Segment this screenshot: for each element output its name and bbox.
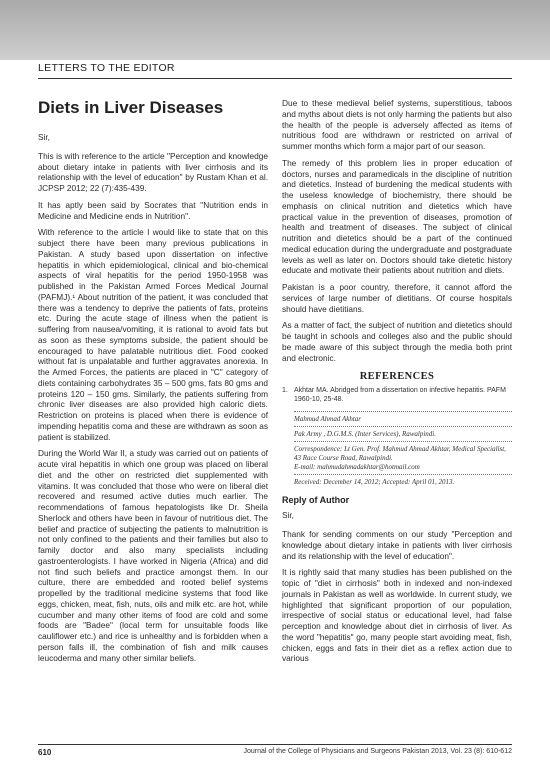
author-block — [294, 411, 512, 487]
header-band — [0, 0, 550, 60]
letter-paragraph: It has aptly been said by Socrates that "Nutrition ends in Medicine and Medicine ends in Nutrition". — [38, 199, 268, 221]
reply-salutation: Sir, — [282, 510, 294, 521]
letter-paragraph: This is with reference to the article "Perception and knowledge about dietary intake in patients with liver cirrhosis and its relationship with the level of education" by Rustam Khan et al. JCPSP 2012; 22 (7):435-439. — [38, 150, 268, 193]
letter-paragraph: The remedy of this problem lies in proper education of doctors, nurses and paramedicals in the discipline of nutrition and dietetics. Instead of burdening the medical students with the useless knowledge of biochemistry, there should be emphasis on clinical nutrition and dietetics which have practical value in the prevention of diseases, promotion of health and treatment of diseases. The subject of clinical nutrition and dietetics should be a part of the continued medical education during the undergraduate and postgraduate levels as well as later on. Doctors should take dietetic history educate and motivate their patients about nutrition and diets. — [282, 157, 512, 276]
letter-paragraph: Due to these medieval belief systems, superstitious, taboos and myths about diets is not only harming the patients but also the health of the people is adversely affected as items of nutritious food are withdrawn or restricted on arrival of summer months which form a major part of our season. — [282, 98, 512, 151]
dotted-divider — [294, 441, 512, 442]
letter-salutation: Sir, — [38, 132, 50, 142]
section-divider — [38, 78, 512, 79]
author-affiliation: Pak Army , D.G.M.S. (Inter Services), Rawalpindi. — [294, 430, 436, 439]
reply-paragraph: It is rightly said that many studies has been published on the topic of "diet in cirrhosis" both in indexed and non-indexed journals in Pakistan as well as worldwide. In current study, we highlighted that significant proportion of our population, irrespective of social status or educational level, had false perception and knowledge about diet in cirrhosis of liver. As the word "hepatitis" go, many people start avoiding meat, fish, chicken, eggs and fats in their diet as a reflex action due to various — [282, 567, 512, 664]
letter-title: Diets in Liver Diseases — [38, 98, 224, 117]
dotted-divider — [294, 474, 512, 475]
letter-paragraph: As a matter of fact, the subject of nutrition and dietetics should be taught in schools and colleges also and the public should be made aware of this subject through the media both print and electronic. — [282, 320, 512, 363]
author-name: Mahmud Ahmad Akhtar — [294, 415, 362, 424]
letter-paragraph: Pakistan is a poor country, therefore, it cannot afford the services of large number of dietitians. Of course hospitals should have dietitians. — [282, 282, 512, 314]
footer-divider — [38, 744, 512, 745]
section-label: LETTERS TO THE EDITOR — [38, 62, 175, 74]
page-number: 610 — [38, 748, 52, 757]
received-accepted-dates: Received: December 14, 2012; Accepted: April 01, 2013. — [294, 478, 455, 487]
author-email: E-mail: mahmudahmadakhtar@hotmail.com — [294, 463, 420, 472]
reference-text: Akhtar MA. Abridged from a dissertation on infective hepatitis. PAFM 1960-10, 25-48. — [294, 387, 506, 404]
letter-paragraph: With reference to the article I would like to state that on this subject there have been many previous publications in Pakistan. A study based upon dissertation on infective hepatitis in which epidemiological, clinical and bio-chemical aspects of viral hepatitis for the period 1950-1958 was published in the Pakistan Armed Forces Medical Journal (PAFMJ).¹ About nutrition of the patient, it was concluded that there was a tendency to deprive the patients of fats, proteins etc. During the acute stage of illness when the patient is suffering from nausea/vomiting, it is rational to avoid fats but as soon as these symptoms subside, the patient should be encouraged to have palatable nutritious diet. Food cooked without fat is unpalatable and further aggravates anorexia. In the Armed Forces, the patients are placed in "C" category of diets containing carbohydrates 35 – 500 gms, fats 80 gms and proteins 120 – 150 gms. Similarly, the patients suffering from chronic liver diseases are also provided high caloric diets. Restriction on proteins is placed when there is evidence of impending hepatitis coma and these are withdrawn as soon as patient is stabilized. — [38, 227, 268, 442]
reply-title: Reply of Author — [282, 495, 350, 506]
dotted-divider — [294, 426, 512, 427]
references-heading: REFERENCES — [359, 371, 435, 383]
journal-citation: Journal of the College of Physicians and Surgeons Pakistan 2013, Vol. 23 (8): 610-612 — [243, 748, 512, 755]
author-correspondence: Correspondence: Lt Gen. Prof. Mahmud Ahmad Akhtar, Medical Specialist, 43 Race Course Road, Rawalpindi. — [294, 445, 506, 463]
reply-paragraph: Thank for sending comments on our study "Perception and knowledge about dietary intake in patients with liver cirrhosis and its relationship with the level of education". — [282, 529, 512, 561]
right-column — [282, 98, 512, 670]
reference-item — [282, 386, 512, 404]
dotted-divider — [294, 411, 512, 412]
reference-number: 1. — [282, 387, 288, 395]
left-column — [38, 98, 268, 669]
letter-paragraph: During the World War II, a study was carried out on patients of acute viral hepatitis in which one group was placed on liberal diet and the other on restricted diet supplemented with vitamins. It was concluded that those who were on liberal diet recovered and resumed active duties much earlier. The recommendations of famous hepatologists like Dr. Sheila Sherlock and others have been in favour of nutritious diet. The belief and practice of subjecting the patients to malnutrition is not only confined to the patients and their families but also to family doctor and also many specialists including gastroenterologists. I have worked in Nigeria (Africa) and did not find such beliefs and practice amongst them. In our culture, there are embedded and rooted belief systems propelled by the traditional medicine systems that food like eggs, chicken, meat, fish, nuts, oils and milk etc. are hot, while cucumber and many other items of food are cold and some foods are "Badee" (local term for unsuitable foods like cauliflower etc.) and rice is unhealthy and is forbidden when a person falls ill, the combination of fish and milk causes leucoderma and many other similar beliefs. — [38, 448, 268, 663]
